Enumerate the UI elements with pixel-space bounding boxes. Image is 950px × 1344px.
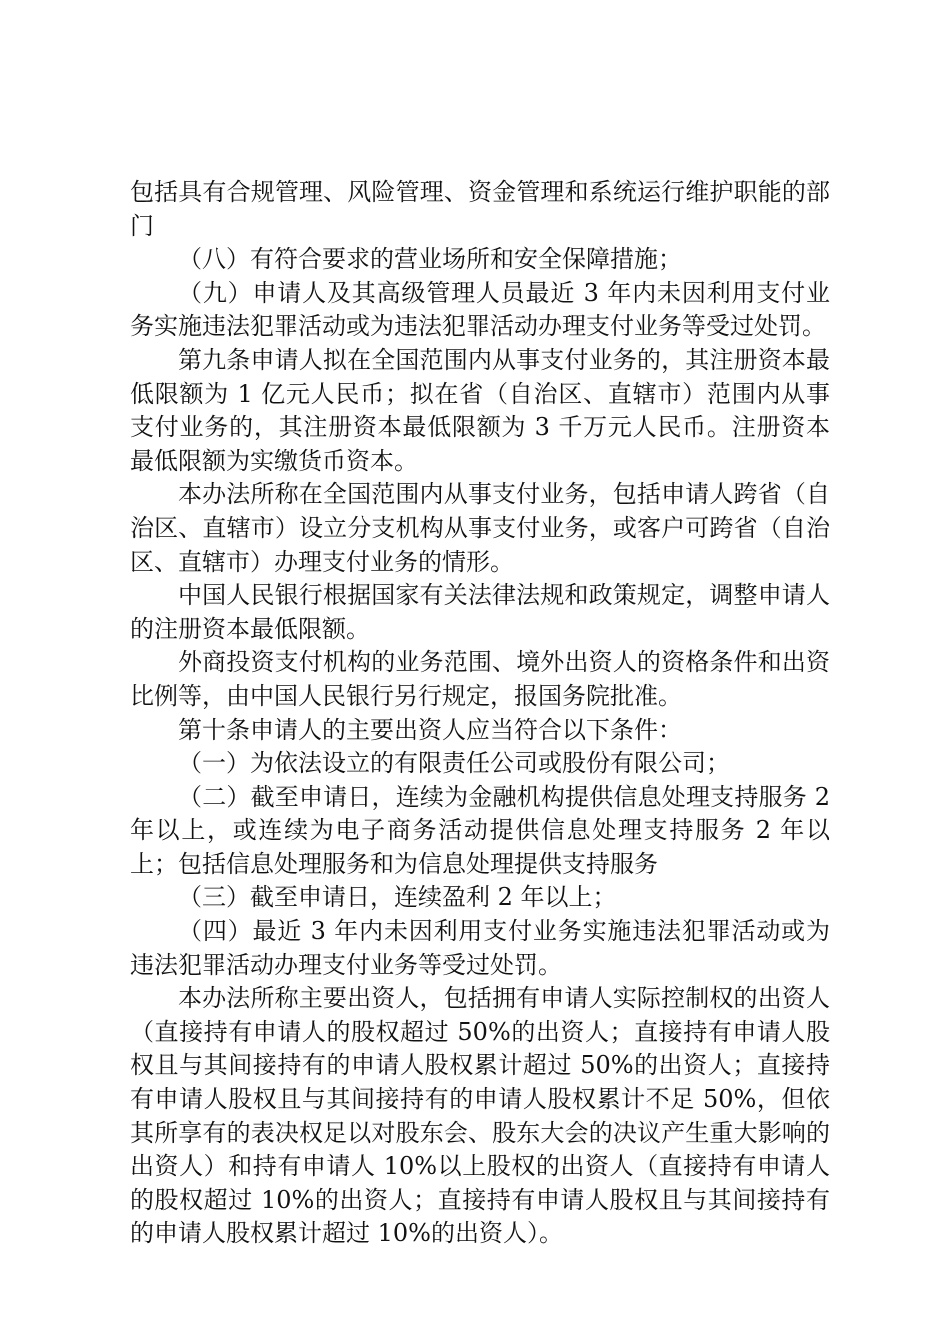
paragraph: （二）截至申请日，连续为金融机构提供信息处理支持服务 2 年以上，或连续为电子商务活动提供信息处理支持服务 2 年以上；包括信息处理服务和为信息处理提供支持服务	[130, 782, 830, 878]
paragraph: （九）申请人及其高级管理人员最近 3 年内未因利用支付业务实施违法犯罪活动或为违法犯罪活动办理支付业务等受过处罚。	[130, 278, 830, 341]
paragraph: （四）最近 3 年内未因利用支付业务实施违法犯罪活动或为违法犯罪活动办理支付业务等受过处罚。	[130, 917, 830, 979]
paragraph: （三）截至申请日，连续盈利 2 年以上；	[178, 883, 617, 912]
paragraph: 中国人民银行根据国家有关法律法规和政策规定，调整申请人的注册资本最低限额。	[130, 581, 830, 643]
paragraph: 外商投资支付机构的业务范围、境外出资人的资格条件和出资比例等，由中国人民银行另行规定，报国务院批准。	[130, 648, 830, 710]
paragraph: 本办法所称在全国范围内从事支付业务，包括申请人跨省（自治区、直辖市）设立分支机构从事支付业务，或客户可跨省（自治区、直辖市）办理支付业务的情形。	[130, 480, 830, 576]
paragraph: （一）为依法设立的有限责任公司或股份有限公司；	[178, 749, 730, 778]
paragraph: 第九条申请人拟在全国范围内从事支付业务的，其注册资本最低限额为 1 亿元人民币；拟在省（自治区、直辖市）范围内从事支付业务的，其注册资本最低限额为 3 千万元人民币。注册资本最低限额为实缴货币资本。	[130, 345, 830, 475]
paragraph: （八）有符合要求的营业场所和安全保障措施；	[178, 245, 682, 274]
paragraph: 包括具有合规管理、风险管理、资金管理和系统运行维护职能的部门	[130, 178, 830, 240]
paragraph: 本办法所称主要出资人，包括拥有申请人实际控制权的出资人（直接持有申请人的股权超过 50%的出资人；直接持有申请人股权且与其间接持有的申请人股权累计超过 50%的出资人；直接持有申请人股权且与其间接持有的申请人股权累计不足 50%，但依其所享有的表决权足以对股东会、股东大会的决议产生重大影响的出资人）和持有申请人 10%以上股权的出资人（直接持有申请人的股权超过 10%的出资人；直接持有申请人股权且与其间接持有的申请人股权累计超过 10%的出资人）。	[130, 984, 830, 1248]
document-body	[130, 176, 830, 1251]
paragraph: 第十条申请人的主要出资人应当符合以下条件：	[178, 715, 682, 744]
